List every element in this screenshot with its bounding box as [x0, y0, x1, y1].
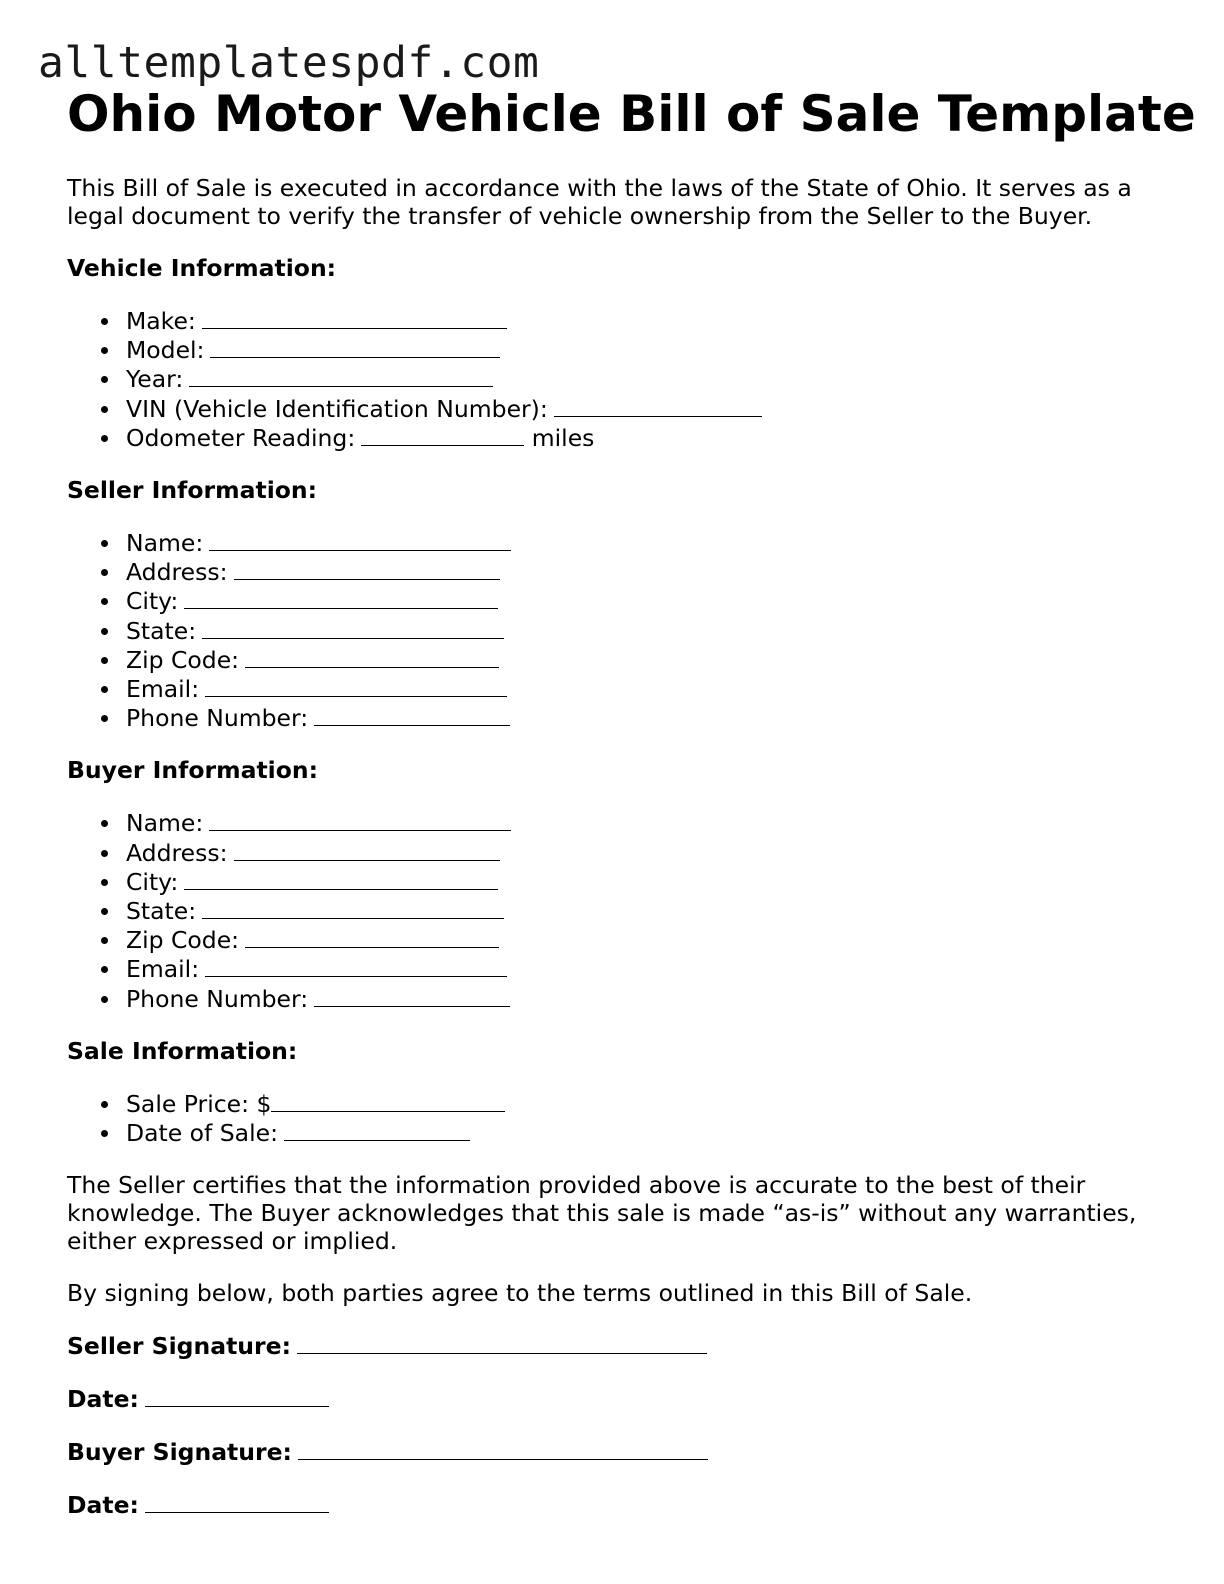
list-item — [126, 954, 1177, 983]
buyer-signature-field[interactable] — [298, 1437, 708, 1460]
buyer-signature-label: Buyer Signature: — [67, 1438, 292, 1467]
buyer-state-label: State: — [126, 897, 197, 926]
list-item — [126, 423, 1177, 452]
make-label: Make: — [126, 307, 196, 335]
list-item — [126, 335, 1177, 364]
seller-email-label: Email: — [126, 675, 200, 704]
sale-section-heading: Sale Information: — [67, 1036, 298, 1065]
buyer-address-field[interactable] — [234, 838, 500, 861]
seller-name-label: Name: — [126, 529, 204, 558]
model-field[interactable] — [210, 335, 500, 358]
buyer-city-field[interactable] — [184, 867, 498, 890]
buyer-name-field[interactable] — [209, 808, 511, 831]
buyer-signature-line — [67, 1437, 1177, 1466]
document-title: Ohio Motor Vehicle Bill of Sale Template — [67, 85, 1196, 143]
seller-city-label: City: — [126, 587, 179, 616]
odometer-unit: miles — [531, 423, 595, 452]
list-item — [126, 867, 1177, 896]
buyer-email-field[interactable] — [205, 954, 507, 977]
seller-city-field[interactable] — [184, 586, 498, 609]
vin-label: VIN (Vehicle Identification Number): — [126, 394, 548, 423]
seller-signature-label: Seller Signature: — [67, 1332, 291, 1361]
list-item — [126, 586, 1177, 615]
list-item — [126, 838, 1177, 867]
odometer-label: Odometer Reading: — [126, 423, 356, 452]
buyer-email-label: Email: — [126, 955, 200, 984]
certification-paragraph: The Seller certifies that the information provided above is accurate to the best of their knowledge. The Buyer acknowledges that this sale is made “as-is” without any warranties, either expressed or implied. — [67, 1171, 1137, 1256]
seller-signature-line — [67, 1331, 1177, 1360]
agreement-paragraph: By signing below, both parties agree to the terms outlined in this Bill of Sale. — [67, 1279, 973, 1308]
list-item — [126, 616, 1177, 645]
list-item — [126, 896, 1177, 925]
year-label: Year: — [126, 365, 184, 394]
buyer-zip-field[interactable] — [245, 925, 499, 948]
seller-zip-field[interactable] — [245, 645, 499, 668]
buyer-section-heading: Buyer Information: — [67, 756, 319, 785]
buyer-date-field[interactable] — [145, 1490, 329, 1513]
seller-date-field[interactable] — [145, 1384, 329, 1407]
list-item — [126, 925, 1177, 954]
sale-fields-list — [67, 1089, 1177, 1147]
seller-address-field[interactable] — [234, 557, 500, 580]
sale-price-label: Sale Price: $ — [126, 1089, 272, 1118]
list-item — [126, 645, 1177, 674]
seller-email-field[interactable] — [205, 674, 507, 697]
list-item — [126, 528, 1177, 557]
list-item — [126, 703, 1177, 732]
seller-name-field[interactable] — [209, 528, 511, 551]
seller-fields-list — [67, 528, 1177, 732]
seller-signature-field[interactable] — [297, 1331, 707, 1354]
document-body — [67, 84, 1196, 1520]
vehicle-fields-list — [67, 306, 1177, 452]
list-item — [126, 1118, 1177, 1147]
buyer-date-line — [67, 1490, 1177, 1519]
buyer-state-field[interactable] — [202, 896, 504, 919]
seller-date-line — [67, 1384, 1177, 1413]
buyer-fields-list — [67, 808, 1177, 1012]
intro-paragraph: This Bill of Sale is executed in accordance with the laws of the State of Ohio. It serves as a legal document to verify the transfer of vehicle ownership from the Seller to the Buyer. — [67, 174, 1132, 230]
buyer-zip-label: Zip Code: — [126, 926, 240, 955]
list-item — [126, 306, 1177, 335]
buyer-date-label: Date: — [67, 1491, 139, 1520]
seller-state-field[interactable] — [202, 616, 504, 639]
list-item — [126, 394, 1177, 423]
sale-price-field[interactable] — [271, 1089, 505, 1112]
buyer-phone-label: Phone Number: — [126, 984, 309, 1013]
seller-address-label: Address: — [126, 558, 228, 587]
model-label: Model: — [126, 336, 205, 365]
list-item — [126, 1089, 1177, 1118]
vehicle-section-heading: Vehicle Information: — [67, 254, 337, 282]
buyer-address-label: Address: — [126, 838, 228, 867]
seller-date-label: Date: — [67, 1385, 139, 1414]
buyer-name-label: Name: — [126, 809, 204, 838]
list-item — [126, 808, 1177, 837]
seller-phone-label: Phone Number: — [126, 704, 309, 733]
vin-field[interactable] — [554, 394, 762, 417]
buyer-city-label: City: — [126, 867, 179, 896]
seller-state-label: State: — [126, 616, 197, 645]
seller-phone-field[interactable] — [314, 703, 510, 726]
site-watermark: alltemplatespdf.com — [38, 38, 540, 88]
list-item — [126, 557, 1177, 586]
seller-section-heading: Seller Information: — [67, 476, 318, 505]
list-item — [126, 674, 1177, 703]
seller-zip-label: Zip Code: — [126, 645, 240, 674]
sale-date-field[interactable] — [284, 1118, 470, 1141]
list-item — [126, 984, 1177, 1013]
odometer-field[interactable] — [361, 423, 524, 446]
make-field[interactable] — [202, 306, 507, 329]
year-field[interactable] — [189, 364, 493, 387]
list-item — [126, 364, 1177, 393]
buyer-phone-field[interactable] — [314, 984, 510, 1007]
sale-date-label: Date of Sale: — [126, 1119, 278, 1148]
